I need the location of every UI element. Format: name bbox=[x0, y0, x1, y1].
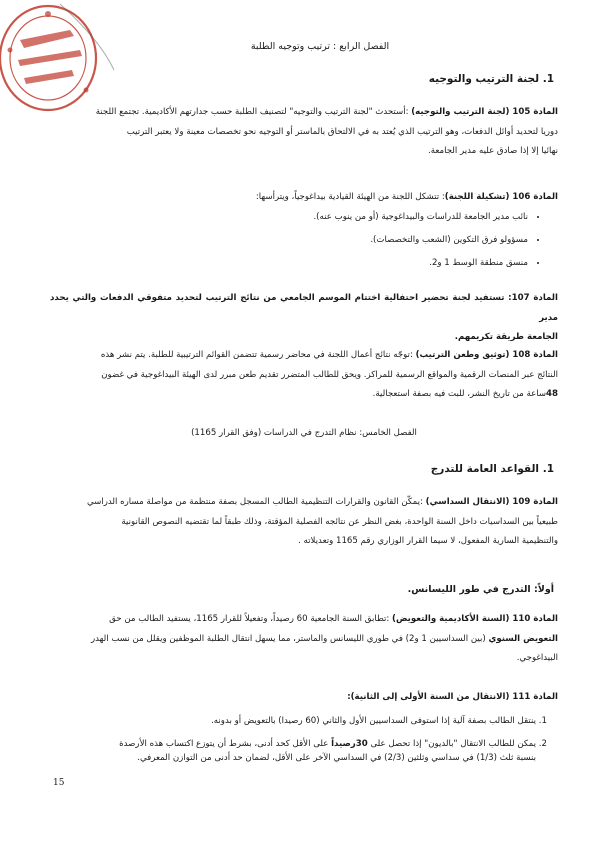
item-credits: 30رصيداً bbox=[331, 739, 368, 749]
chapter-header: الفصل الرابع : ترتيب وتوجيه الطلبة bbox=[250, 41, 390, 52]
article-106-lead: المادة 106 (تشكيلة اللجنة) bbox=[444, 192, 558, 202]
article-110-line3: البيداغوجي. bbox=[516, 653, 558, 663]
article-108-line3: ساعة من تاريخ النشر، للبت فيه بصفة استعجالية. bbox=[372, 389, 547, 399]
page-number: 15 bbox=[53, 778, 65, 788]
article-111-list bbox=[50, 714, 554, 774]
item-text: يمكن للطالب الانتقال "بالديون" إذا تحصل على bbox=[367, 739, 536, 749]
article-108-line1: :توجّه نتائج أعمال اللجنة في محاضر رسمية تتضمن القوائم الترتيبية للطلبة. يتم نشر هذه bbox=[100, 350, 416, 360]
article-109-lead: المادة 109 (الانتقال السداسي) bbox=[425, 497, 558, 507]
article-109 bbox=[50, 493, 558, 552]
article-105-lead: المادة 105 (لجنة الترتيب والتوجيه) bbox=[411, 107, 558, 117]
item-text-line2: بنسبة ثلث (1/3) في سداسي وثلثين (2/3) في السداسي الآخر على الأقل، لضمان حد أدنى من التوازن المعرفي. bbox=[137, 753, 536, 763]
article-108-hours: 48 bbox=[546, 389, 558, 399]
article-106-list bbox=[60, 210, 546, 279]
article-107 bbox=[50, 289, 558, 348]
list-item: • مسؤولو فرق التكوين (الشعب والتخصصات). bbox=[60, 233, 528, 247]
article-110 bbox=[50, 610, 558, 669]
article-105-line2: دوريا لتحديد أوائل الدفعات، وهو الترتيب الذي يُعتد به في الالتحاق بالماستر أو التوجيه نحو تخصصات معينة ولا يعتبر الترتيب bbox=[126, 126, 558, 137]
article-110-line2: (بين السداسيين 1 و2) في طوري الليسانس والماستر، مما يسهل انتقال الطلبة الموظفين ويقلل من نسب الهدر bbox=[90, 633, 489, 644]
article-105-line1: :أستحدث "لجنة الترتيب والتوجيه" لتصنيف الطلبة حسب جدارتهم الأكاديمية. تجتمع اللجنة bbox=[95, 107, 412, 117]
article-109-line2: طبيعياً بين السداسيات داخل السنة الواحدة، بغض النظر عن نتائجه الفصلية المؤقتة، وذلك طبقاً لما تقتضيه النصوص القانونية bbox=[121, 516, 558, 527]
article-109-line1: :يمكّن القانون والقرارات التنظيمية الطالب المسجل بصفة منتظمة من مواصلة مساره الدراسي bbox=[87, 497, 426, 507]
section-heading-1: 1. لجنة الترتيب والتوجيه bbox=[428, 73, 554, 85]
list-item: • نائب مدير الجامعة للدراسات والبيداغوجية (أو من ينوب عنه). bbox=[60, 210, 528, 224]
article-106 bbox=[50, 188, 558, 208]
article-105-line3: نهائيا إلا إذا صادق عليه مدير الجامعة. bbox=[428, 146, 558, 156]
first-heading: أولاً: التدرج في طور الليسانس. bbox=[407, 584, 554, 595]
official-stamp bbox=[0, 0, 118, 120]
article-105 bbox=[50, 103, 558, 162]
list-item: 1. ينتقل الطالب بصفة آلية إذا استوفى السداسيين الأول والثاني (60 رصيدا) بالتعويض أو بدونه. bbox=[50, 714, 536, 728]
item-text: على الأقل كحد أدنى، بشرط أن يتوزع اكتساب هذه الأرصدة bbox=[119, 739, 332, 749]
article-107-line1: المادة 107: تستفيد لجنة تحضير احتفالية اختتام الموسم الجامعي من نتائج الترتيب لتحديد متفوقي الدفعات والتي يحدد مدير bbox=[50, 293, 558, 323]
article-109-line3: والتنظيمية السارية المفعول، لا سيما القرار الوزاري رقم 1165 وتعديلاته . bbox=[298, 536, 558, 546]
article-108-lead: المادة 108 (توثيق وطعن الترتيب) bbox=[415, 350, 558, 360]
article-110-line1: :تطابق السنة الجامعية 60 رصيداً، وتفعيلاً للقرار 1165، يستفيد الطالب من حق bbox=[109, 614, 393, 624]
article-111-lead: المادة 111 (الانتقال من السنة الأولى إلى الثانية): bbox=[347, 692, 558, 702]
chapter-5-title: الفصل الخامس: نظام التدرج في الدراسات (وفق القرار 1165) bbox=[191, 428, 417, 438]
article-110-lead: المادة 110 (السنة الأكاديمية والتعويض) bbox=[392, 614, 558, 624]
list-item bbox=[50, 737, 536, 765]
article-108-line2: النتائج عبر المنصات الرقمية والمواقع الرسمية للمراكز. ويحق للطالب المتضرر تقديم طعن مبرر لدى الهيئة البيداغوجية في غضون bbox=[101, 369, 558, 380]
article-108 bbox=[50, 346, 558, 405]
section-heading-general: 1. القواعد العامة للتدرج bbox=[430, 463, 554, 475]
article-106-text: : تتشكل اللجنة من الهيئة القيادية بيداغوجياً، ويترأسها: bbox=[255, 192, 445, 202]
list-item: • منسق منطقة الوسط 1 و2. bbox=[60, 256, 528, 270]
article-107-line2: الجامعة طريقة تكريمهم. bbox=[454, 332, 558, 342]
article-110-compensation: التعويض السنوي bbox=[488, 633, 558, 644]
